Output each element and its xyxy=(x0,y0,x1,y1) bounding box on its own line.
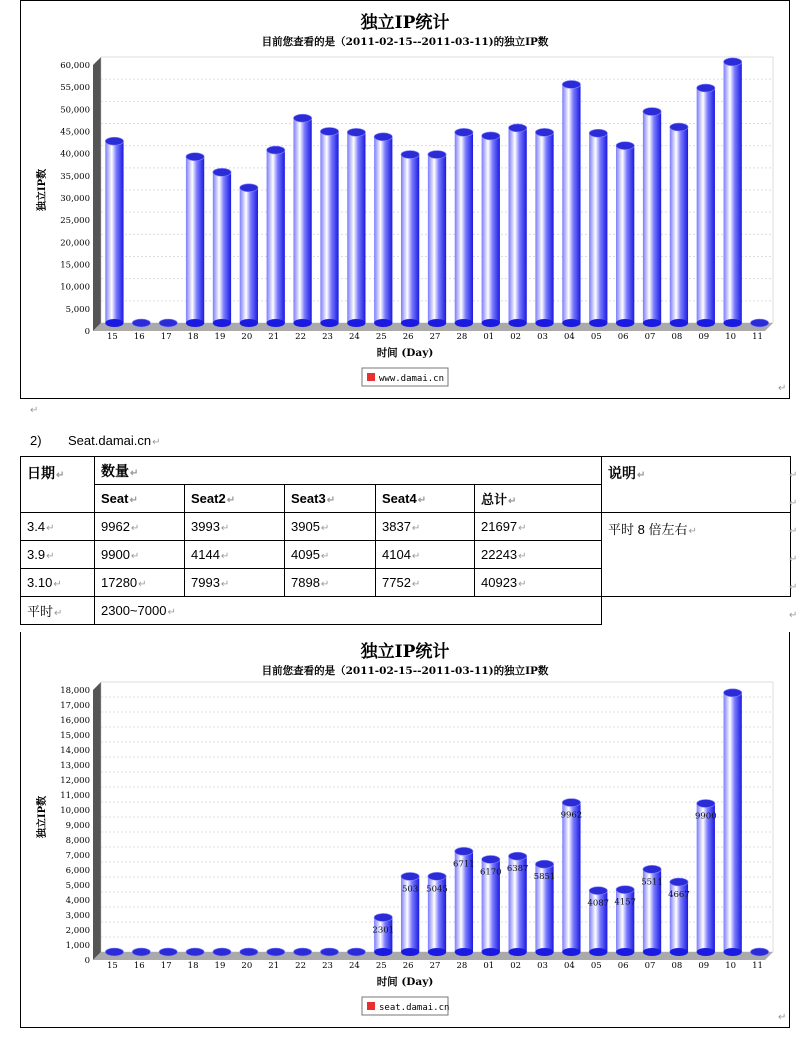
bar-top xyxy=(455,847,473,855)
cell-seat: 9900↵ xyxy=(95,541,185,569)
y-tick-label: 2,000 xyxy=(65,926,90,936)
bar-top xyxy=(724,58,742,66)
bar xyxy=(428,155,446,323)
bar-base xyxy=(535,319,553,327)
bar-top xyxy=(589,129,607,137)
y-tick-label: 5,000 xyxy=(65,881,90,891)
x-tick-label: 05 xyxy=(590,961,602,971)
bar xyxy=(374,137,392,323)
section-heading: 2) Seat.damai.cn↵ xyxy=(30,433,161,448)
chart-title: 独立IP统计 xyxy=(360,642,450,662)
cell-normal-label: 平时↵ xyxy=(21,597,95,625)
y-tick-label: 55,000 xyxy=(60,83,90,94)
x-tick-label: 11 xyxy=(752,332,763,342)
data-label: 4087 xyxy=(587,898,610,909)
chart-title: 独立IP统计 xyxy=(360,13,450,33)
bar xyxy=(724,62,742,323)
bar-top xyxy=(159,948,177,956)
bar-base xyxy=(535,948,553,956)
bar-top xyxy=(670,123,688,131)
y-tick-label: 60,000 xyxy=(60,61,90,71)
x-tick-label: 03 xyxy=(537,961,548,971)
bar-top xyxy=(374,913,392,921)
bar-top xyxy=(293,114,311,122)
x-tick-label: 06 xyxy=(617,332,629,342)
y-tick-label: 6,000 xyxy=(65,866,90,876)
y-tick-label: 20,000 xyxy=(60,238,90,249)
x-tick-label: 05 xyxy=(590,332,602,342)
bar-top xyxy=(428,872,446,880)
bar-base xyxy=(697,948,715,956)
bar-top xyxy=(562,80,580,88)
cell-seat2: 3993↵ xyxy=(185,513,285,541)
bar xyxy=(724,693,742,952)
x-tick-label: 19 xyxy=(214,332,226,342)
row-mark: ↵ xyxy=(789,470,798,481)
chart-frame-seat xyxy=(20,632,790,1028)
bar-base xyxy=(347,319,365,327)
bar xyxy=(455,132,473,323)
bar-base xyxy=(240,319,258,327)
data-label: 5511 xyxy=(641,877,663,888)
cell-note: 平时 8 倍左右↵ xyxy=(602,513,791,597)
bar xyxy=(293,118,311,323)
x-tick-label: 22 xyxy=(295,332,307,342)
bar-top xyxy=(320,948,338,956)
x-tick-label: 22 xyxy=(295,961,307,971)
bar-top xyxy=(401,872,419,880)
x-tick-label: 04 xyxy=(563,961,575,971)
header-date: 日期↵ xyxy=(21,457,95,513)
bar xyxy=(213,172,231,323)
bar-top xyxy=(347,948,365,956)
y-tick-label: 0 xyxy=(84,956,90,966)
bar-base xyxy=(697,319,715,327)
bar-top xyxy=(562,799,580,807)
row-mark: ↵ xyxy=(789,498,798,509)
bar-base xyxy=(482,948,500,956)
y-tick-label: 10,000 xyxy=(60,282,90,293)
bar-base xyxy=(455,319,473,327)
bar xyxy=(401,155,419,323)
bar-top xyxy=(482,855,500,863)
subheader-seat: Seat↵ xyxy=(95,485,185,513)
chart-subtitle: 目前您查看的是（2011-02-15--2011-03-11)的独立IP数 xyxy=(261,36,549,48)
y-tick-label: 25,000 xyxy=(60,216,90,227)
x-tick-label: 09 xyxy=(698,332,710,342)
x-tick-label: 26 xyxy=(402,961,414,971)
x-tick-label: 20 xyxy=(241,961,253,971)
x-tick-label: 18 xyxy=(187,332,199,342)
bar-base xyxy=(589,319,607,327)
x-tick-label: 23 xyxy=(322,332,333,342)
subheader-seat3: Seat3↵ xyxy=(285,485,376,513)
chart-subtitle: 目前您查看的是（2011-02-15--2011-03-11)的独立IP数 xyxy=(261,665,549,677)
bar-base xyxy=(213,319,231,327)
bar-base xyxy=(509,319,527,327)
header-note: 说明↵ xyxy=(602,457,791,513)
bar-base xyxy=(562,319,580,327)
x-tick-label: 10 xyxy=(725,961,737,971)
x-tick-label: 07 xyxy=(644,961,656,971)
paragraph-mark: ↵ xyxy=(30,405,39,416)
cell-seat: 9962↵ xyxy=(95,513,185,541)
cell-seat3: 4095↵ xyxy=(285,541,376,569)
legend-label: www.damai.cn xyxy=(379,374,445,384)
bar-base xyxy=(186,319,204,327)
cell-date: 3.10↵ xyxy=(21,569,95,597)
bar-top xyxy=(509,852,527,860)
bar-top xyxy=(697,800,715,808)
x-tick-label: 27 xyxy=(429,961,441,971)
bar-top xyxy=(132,319,150,327)
bar xyxy=(105,141,123,323)
x-tick-label: 16 xyxy=(133,332,145,342)
x-tick-label: 26 xyxy=(402,332,414,342)
bar xyxy=(694,804,717,953)
x-tick-label: 10 xyxy=(725,332,737,342)
section-number: 2) xyxy=(30,433,42,448)
cell-seat4: 3837↵ xyxy=(376,513,475,541)
paragraph-mark: ↵ xyxy=(778,1012,787,1023)
x-tick-label: 07 xyxy=(644,332,656,342)
row-mark: ↵ xyxy=(789,610,798,621)
y-tick-label: 7,000 xyxy=(65,851,90,861)
subheader-seat2: Seat2↵ xyxy=(185,485,285,513)
y-tick-label: 15,000 xyxy=(60,260,90,271)
x-tick-label: 08 xyxy=(671,961,683,971)
paragraph-mark: ↵ xyxy=(778,383,787,394)
x-axis-title: 时间 (Day) xyxy=(376,347,434,359)
data-label: 6711 xyxy=(453,859,475,870)
cell-seat2: 7993↵ xyxy=(185,569,285,597)
bar-top xyxy=(428,151,446,159)
x-tick-label: 17 xyxy=(160,332,172,342)
row-mark: ↵ xyxy=(789,526,798,537)
cell-normal-value: 2300~7000↵ xyxy=(95,597,602,625)
bar xyxy=(186,157,204,323)
y-tick-label: 50,000 xyxy=(60,105,90,116)
bar-top xyxy=(482,132,500,140)
bar xyxy=(697,88,715,323)
x-tick-label: 06 xyxy=(617,961,629,971)
data-label: 2301 xyxy=(372,925,395,936)
bar xyxy=(482,136,500,323)
x-tick-label: 27 xyxy=(429,332,441,342)
x-tick-label: 02 xyxy=(510,332,522,342)
y-tick-label: 1,000 xyxy=(65,941,90,951)
bar xyxy=(670,127,688,323)
cell-seat4: 4104↵ xyxy=(376,541,475,569)
bar xyxy=(562,803,580,952)
x-tick-label: 04 xyxy=(563,332,575,342)
legend-swatch xyxy=(367,1002,375,1010)
bar xyxy=(320,131,338,323)
subheader-total: 总计↵ xyxy=(475,485,602,513)
y-tick-label: 18,000 xyxy=(60,686,90,696)
cell-seat3: 3905↵ xyxy=(285,513,376,541)
bar-top xyxy=(240,184,258,192)
cell-total: 40923↵ xyxy=(475,569,602,597)
x-tick-label: 28 xyxy=(456,961,468,971)
data-label: 5045 xyxy=(426,884,448,895)
table-row xyxy=(21,597,791,625)
bar-top xyxy=(535,860,553,868)
y-tick-label: 45,000 xyxy=(60,127,90,138)
plot-wall xyxy=(93,682,101,960)
x-tick-label: 09 xyxy=(698,961,710,971)
bar-top xyxy=(105,137,123,145)
cell-total: 22243↵ xyxy=(475,541,602,569)
bar-base xyxy=(589,948,607,956)
bar-base xyxy=(374,948,392,956)
y-tick-label: 5,000 xyxy=(65,304,90,315)
bar-base xyxy=(562,948,580,956)
y-tick-label: 10,000 xyxy=(60,806,90,816)
bar xyxy=(616,146,634,323)
bar-base xyxy=(509,948,527,956)
cell-date: 3.4↵ xyxy=(21,513,95,541)
y-tick-label: 8,000 xyxy=(65,836,90,846)
bar-top xyxy=(186,948,204,956)
x-tick-label: 25 xyxy=(375,332,387,342)
x-tick-label: 01 xyxy=(483,961,495,971)
bar-base xyxy=(482,319,500,327)
x-tick-label: 08 xyxy=(671,332,683,342)
bar-top xyxy=(347,128,365,136)
bar-top xyxy=(267,948,285,956)
bar-top xyxy=(293,948,311,956)
bar xyxy=(267,150,285,323)
cell-seat: 17280↵ xyxy=(95,569,185,597)
y-tick-label: 30,000 xyxy=(60,194,90,204)
section-title: Seat.damai.cn xyxy=(68,433,152,448)
bar-base xyxy=(428,319,446,327)
bar-top xyxy=(616,886,634,894)
row-mark: ↵ xyxy=(789,582,798,593)
bar-top xyxy=(697,84,715,92)
plot-wall xyxy=(93,57,101,331)
x-tick-label: 20 xyxy=(241,332,253,342)
bar-base xyxy=(293,319,311,327)
x-tick-label: 11 xyxy=(752,961,763,971)
cell-seat3: 7898↵ xyxy=(285,569,376,597)
y-tick-label: 35,000 xyxy=(60,171,90,182)
stats-table xyxy=(20,456,791,625)
bar-top xyxy=(240,948,258,956)
header-quantity: 数量↵ xyxy=(95,457,602,485)
bar-base xyxy=(670,319,688,327)
bar xyxy=(347,132,365,323)
bar-base xyxy=(320,319,338,327)
data-label: 5851 xyxy=(533,872,556,883)
table-row xyxy=(21,513,791,541)
bar-top xyxy=(750,319,768,327)
bar-base xyxy=(401,319,419,327)
bar-top xyxy=(267,146,285,154)
data-label: 4157 xyxy=(614,897,636,908)
bar-base xyxy=(105,319,123,327)
chart-seat-damai xyxy=(21,632,789,1027)
data-label: 4667 xyxy=(668,889,690,900)
bar-top xyxy=(159,319,177,327)
y-tick-label: 17,000 xyxy=(60,701,90,711)
cell-date: 3.9↵ xyxy=(21,541,95,569)
bar-base xyxy=(724,948,742,956)
bar-base xyxy=(374,319,392,327)
y-tick-label: 0 xyxy=(84,327,90,337)
bar-top xyxy=(213,168,231,176)
bar-top xyxy=(589,887,607,895)
x-tick-label: 23 xyxy=(322,961,333,971)
data-label: 503 xyxy=(402,884,419,895)
x-tick-label: 15 xyxy=(107,332,118,342)
bar xyxy=(643,112,661,323)
bar xyxy=(562,84,580,323)
bar-top xyxy=(105,948,123,956)
y-tick-label: 40,000 xyxy=(60,149,90,160)
bar-base xyxy=(428,948,446,956)
bar-base xyxy=(616,948,634,956)
bar-top xyxy=(616,142,634,150)
chart-frame-www xyxy=(20,0,790,399)
x-tick-label: 18 xyxy=(187,961,199,971)
x-tick-label: 28 xyxy=(456,332,468,342)
bar-base xyxy=(724,319,742,327)
y-tick-label: 13,000 xyxy=(60,761,90,771)
x-tick-label: 15 xyxy=(107,961,118,971)
bar-base xyxy=(643,948,661,956)
x-tick-label: 16 xyxy=(133,961,145,971)
chart-www-damai xyxy=(21,1,789,398)
y-tick-label: 11,000 xyxy=(60,791,90,801)
cell-seat4: 7752↵ xyxy=(376,569,475,597)
bar-top xyxy=(455,128,473,136)
bar-top xyxy=(132,948,150,956)
data-label: 6387 xyxy=(506,864,529,875)
y-axis-title: 独立IP数 xyxy=(37,168,48,212)
y-axis-title: 独立IP数 xyxy=(37,795,48,839)
bar-top xyxy=(186,153,204,161)
y-tick-label: 12,000 xyxy=(60,776,90,786)
bar-top xyxy=(509,124,527,132)
bar-top xyxy=(643,865,661,873)
bar-base xyxy=(670,948,688,956)
bar-base xyxy=(455,948,473,956)
bar-top xyxy=(374,133,392,141)
row-mark: ↵ xyxy=(789,554,798,565)
legend-swatch xyxy=(367,373,375,381)
bar-top xyxy=(320,127,338,135)
bar-top xyxy=(670,878,688,886)
x-tick-label: 24 xyxy=(348,961,360,971)
bar-base xyxy=(643,319,661,327)
x-tick-label: 01 xyxy=(483,332,495,342)
bar-base xyxy=(401,948,419,956)
x-tick-label: 03 xyxy=(537,332,548,342)
y-tick-label: 15,000 xyxy=(60,731,90,741)
bar-top xyxy=(724,689,742,697)
y-tick-label: 14,000 xyxy=(60,746,90,756)
bar-top xyxy=(401,151,419,159)
cell-total: 21697↵ xyxy=(475,513,602,541)
bar-top xyxy=(535,128,553,136)
x-tick-label: 19 xyxy=(214,961,226,971)
x-tick-label: 02 xyxy=(510,961,522,971)
y-tick-label: 16,000 xyxy=(60,716,90,726)
x-tick-label: 24 xyxy=(348,332,360,342)
x-axis-title: 时间 (Day) xyxy=(376,976,434,988)
bar xyxy=(240,188,258,323)
y-tick-label: 9,000 xyxy=(65,821,90,831)
x-tick-label: 21 xyxy=(268,961,280,971)
x-tick-label: 17 xyxy=(160,961,172,971)
data-label: 6170 xyxy=(479,867,502,878)
y-tick-label: 4,000 xyxy=(65,896,90,906)
legend-label: seat.damai.cn xyxy=(379,1003,450,1013)
bar xyxy=(535,132,553,323)
bar xyxy=(509,128,527,323)
bar-top xyxy=(750,948,768,956)
bar-base xyxy=(267,319,285,327)
bar-top xyxy=(643,108,661,116)
data-label: 9962 xyxy=(560,810,583,821)
x-tick-label: 25 xyxy=(375,961,387,971)
y-tick-label: 3,000 xyxy=(65,911,90,921)
cell-seat2: 4144↵ xyxy=(185,541,285,569)
bar-top xyxy=(213,948,231,956)
subheader-seat4: Seat4↵ xyxy=(376,485,475,513)
data-label: 9900 xyxy=(694,811,717,822)
x-tick-label: 21 xyxy=(268,332,280,342)
bar xyxy=(589,133,607,323)
bar-base xyxy=(616,319,634,327)
